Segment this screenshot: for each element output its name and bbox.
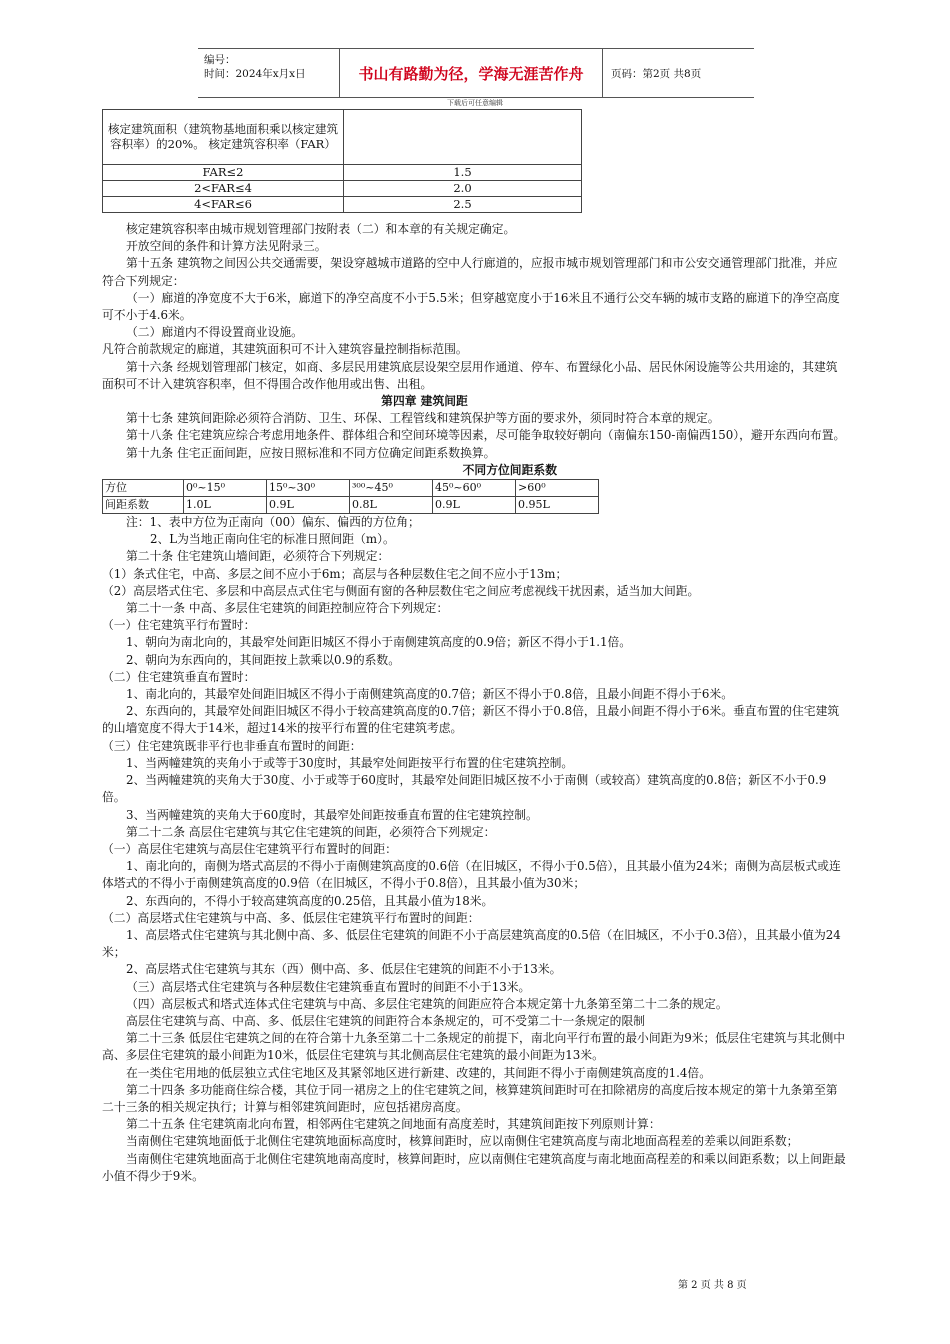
body-paragraph: 当南侧住宅建筑地面低于北侧住宅建筑地面标高度时，核算间距时，应以南侧住宅建筑高度与南北地面高程差的差乘以间距系数； bbox=[126, 1134, 799, 1149]
dir-cell: 0.9L bbox=[433, 497, 516, 514]
dir-cell: ³⁰⁰~45⁰ bbox=[350, 480, 433, 497]
dir-cell: 间距系数 bbox=[103, 497, 184, 514]
body-paragraph: 3、当两幢建筑的夹角大于60度时，其最窄处间距按垂直布置的住宅建筑控制。 bbox=[126, 807, 538, 822]
body-paragraph: 第十七条 建筑间距除必须符合消防、卫生、环保、工程管线和建筑保护等方面的要求外，须同时符合本章的规定。 bbox=[126, 411, 720, 426]
dir-cell: 15⁰~30⁰ bbox=[267, 480, 350, 497]
body-paragraph: （二）住宅建筑垂直布置时： bbox=[102, 669, 256, 684]
body-paragraph: （三）住宅建筑既非平行也非垂直布置时的间距： bbox=[102, 738, 362, 753]
body-paragraph: 1、南北向的，南侧为塔式高层的不得小于南侧建筑高度的0.6倍（在旧城区，不得小于0.5倍），且其最小值为24米；南侧为高层板式或连体塔式的不得小于南侧建筑高度的0.9倍（在旧城区，不得小于0.8倍），且其最小值为30米； bbox=[102, 859, 841, 891]
dir-cell: 0.8L bbox=[350, 497, 433, 514]
body-paragraph: 高层住宅建筑与高、中高、多、低层住宅建筑的间距符合本条规定的，可不受第二十一条规定的限制 bbox=[126, 1013, 646, 1028]
body-paragraph: （二）廊道内不得设置商业设施。 bbox=[126, 325, 303, 340]
body-paragraph: 第十六条 经规划管理部门核定，如商、多层民用建筑底层设架空层用作通道、停车、布置绿化小品、居民休闲设施等公共用途的，其建筑面积可不计入建筑容积率，但不得围合改作他用或出售、出租。 bbox=[102, 359, 838, 391]
far-value-cell: 1.5 bbox=[344, 165, 582, 181]
body-paragraph: （1）条式住宅，中高、多层之间不应小于6m；高层与各种层数住宅之间不应小于13m； bbox=[102, 566, 568, 581]
body-paragraph: 2、朝向为东西向的，其间距按上款乘以0.9的系数。 bbox=[126, 652, 401, 667]
body-paragraph: 第十五条 建筑物之间因公共交通需要，架设穿越城市道路的空中人行廊道的，应报市城市规划管理部门和市公安交通管理部门批准，并应符合下列规定： bbox=[102, 256, 838, 288]
body-paragraph: 第十九条 住宅正面间距，应按日照标准和不同方位确定间距系数换算。 bbox=[126, 445, 496, 460]
far-range-cell: 2<FAR≤4 bbox=[103, 181, 344, 197]
dir-cell: 0.95L bbox=[516, 497, 599, 514]
download-note: 下载后可任意编辑 bbox=[447, 99, 503, 107]
body-paragraph: （2）高层塔式住宅、多层和中高层点式住宅与侧面有窗的各种层数住宅之间应考虑视线干扰因素，适当加大间距。 bbox=[102, 583, 700, 598]
body-paragraph: 2、东西向的，其最窄处间距旧城区不得小于较高建筑高度的0.7倍；新区不得小于0.8倍，且最小间距不得小于6米。垂直布置的住宅建筑的山墙宽度不得大于14米，超过14米的按平行布置的住宅建筑考虑。 bbox=[102, 704, 840, 736]
dir-cell: 方位 bbox=[103, 480, 184, 497]
body-paragraph: 注：1、表中方位为正南向（00）偏东、偏西的方位角； bbox=[126, 515, 420, 530]
body-paragraph: 1、南北向的，其最窄处间距旧城区不得小于南侧建筑高度的0.7倍；新区不得小于0.8倍，且最小间距不得小于6米。 bbox=[126, 687, 733, 702]
body-paragraph: 开放空间的条件和计算方法见附录三。 bbox=[126, 239, 327, 254]
body-paragraph: 2、高层塔式住宅建筑与其东（西）侧中高、多、低层住宅建筑的间距不小于13米。 bbox=[126, 962, 562, 977]
body-paragraph: （一）廊道的净宽度不大于6米，廊道下的净空高度不小于5.5米；但穿越宽度小于16米且不通行公交车辆的城市支路的廊道下的净空高度可不小于4.6米。 bbox=[102, 290, 840, 323]
body-paragraph: 2、L为当地正南向住宅的标准日照间距（m）。 bbox=[150, 532, 395, 547]
body-paragraph: 第二十一条 中高、多层住宅建筑的间距控制应符合下列规定： bbox=[126, 601, 449, 616]
body-paragraph: （二）高层塔式住宅建筑与中高、多、低层住宅建筑平行布置时的间距： bbox=[102, 910, 480, 925]
far-table-head-value bbox=[344, 110, 582, 165]
body-paragraph: 第二十四条 多功能商住综合楼，其位于同一裙房之上的住宅建筑之间，核算建筑间距时可在扣除裙房的高度后按本规定的第十九条第至第二十三条的相关规定执行；计算与相邻建筑间距时，应包括裙房高度。 bbox=[102, 1082, 838, 1114]
direction-table-caption: 不同方位间距系数 bbox=[462, 462, 557, 477]
header-motto: 书山有路勤为径，学海无涯苦作舟 bbox=[340, 49, 603, 97]
body-paragraph: （四）高层板式和塔式连体式住宅建筑与中高、多层住宅建筑的间距应符合本规定第十九条第至第二十二条的规定。 bbox=[126, 996, 728, 1011]
dir-cell: 0.9L bbox=[267, 497, 350, 514]
far-range-cell: 4<FAR≤6 bbox=[103, 197, 344, 213]
body-paragraph: 当南侧住宅建筑地面高于北侧住宅建筑地南高度时，核算间距时，应以南侧住宅建筑高度与南北地面高程差的和乘以间距系数；以上间距最小值不得少于9米。 bbox=[102, 1151, 846, 1183]
body-paragraph: 第二十二条 高层住宅建筑与其它住宅建筑的间距，必须符合下列规定： bbox=[126, 824, 496, 839]
dir-cell: >60⁰ bbox=[516, 480, 599, 497]
chapter-title: 第四章 建筑间距 bbox=[381, 394, 468, 409]
header-page-label: 页码：第2页 共8页 bbox=[611, 67, 702, 80]
body-paragraph: 第二十三条 低层住宅建筑之间的在符合第十九条至第二十二条规定的前提下，南北向平行布置的最小间距为9米；低层住宅建筑与其北侧中高、多层住宅建筑的最小间距为10米，低层住宅建筑与其北侧高层住宅建筑的最小间距为13米。 bbox=[102, 1031, 846, 1063]
body-paragraph: 1、当两幢建筑的夹角小于或等于30度时，其最窄处间距按平行布置的住宅建筑控制。 bbox=[126, 755, 574, 770]
far-table bbox=[102, 109, 582, 213]
body-paragraph: 凡符合前款规定的廊道，其建筑面积可不计入建筑容量控制指标范围。 bbox=[102, 342, 468, 357]
body-paragraph: 第十八条 住宅建筑应综合考虑用地条件、群体组合和空间环境等因素，尽可能争取较好朝向（南偏东150-南偏西150），避开东西向布置。 bbox=[126, 428, 846, 443]
far-range-cell: FAR≤2 bbox=[103, 165, 344, 181]
body-paragraph: 1、朝向为南北向的，其最窄处间距旧城区不得小于南侧建筑高度的0.9倍；新区不得小于1.1倍。 bbox=[126, 635, 632, 650]
dir-cell: 1.0L bbox=[184, 497, 267, 514]
body-paragraph: （三）高层塔式住宅建筑与各种层数住宅建筑垂直布置时的间距不小于13米。 bbox=[126, 979, 531, 994]
direction-table bbox=[102, 479, 599, 514]
body-paragraph: 2、东西向的，不得小于较高建筑高度的0.25倍，且其最小值为18米。 bbox=[126, 893, 494, 908]
dir-cell: 45⁰~60⁰ bbox=[433, 480, 516, 497]
time-label: 时间：2024年x月x日 bbox=[204, 68, 306, 80]
document-body bbox=[102, 221, 847, 1185]
body-paragraph: 1、高层塔式住宅建筑与其北侧中高、多、低层住宅建筑的间距不小于高层建筑高度的0.5倍（在旧城区，不小于0.3倍），且其最小值为24米； bbox=[102, 927, 841, 960]
body-paragraph: 核定建筑容积率由城市规划管理部门按附表（二）和本章的有关规定确定。 bbox=[126, 222, 516, 236]
page-footer: 第 2 页 共 8 页 bbox=[678, 1280, 747, 1291]
far-table-head: 核定建筑面积（建筑物基地面积乘以核定建筑容积率）的20%。 核定建筑容积率（FAR） bbox=[103, 110, 344, 165]
code-label: 编号： bbox=[204, 54, 236, 66]
far-value-cell: 2.0 bbox=[344, 181, 582, 197]
header-meta bbox=[198, 49, 340, 97]
body-paragraph: 第二十五条 住宅建筑南北向布置，相邻两住宅建筑之间地面有高度差时，其建筑间距按下列原则计算： bbox=[126, 1117, 661, 1132]
body-paragraph: （一）住宅建筑平行布置时： bbox=[102, 618, 256, 633]
body-paragraph: 第二十条 住宅建筑山墙间距，必须符合下列规定： bbox=[126, 549, 390, 564]
body-paragraph: （一）高层住宅建筑与高层住宅建筑平行布置时的间距： bbox=[102, 841, 397, 856]
far-value-cell: 2.5 bbox=[344, 197, 582, 213]
body-paragraph: 2、当两幢建筑的夹角大于30度、小于或等于60度时，其最窄处间距旧城区按不小于南侧（或较高）建筑高度的0.8倍；新区不小于0.9倍。 bbox=[102, 773, 827, 805]
body-paragraph: 在一类住宅用地的低层独立式住宅地区及其紧邻地区进行新建、改建的，其间距不得小于南侧建筑高度的1.4倍。 bbox=[126, 1065, 712, 1080]
page-header bbox=[198, 48, 754, 98]
dir-cell: 0⁰~15⁰ bbox=[184, 480, 267, 497]
